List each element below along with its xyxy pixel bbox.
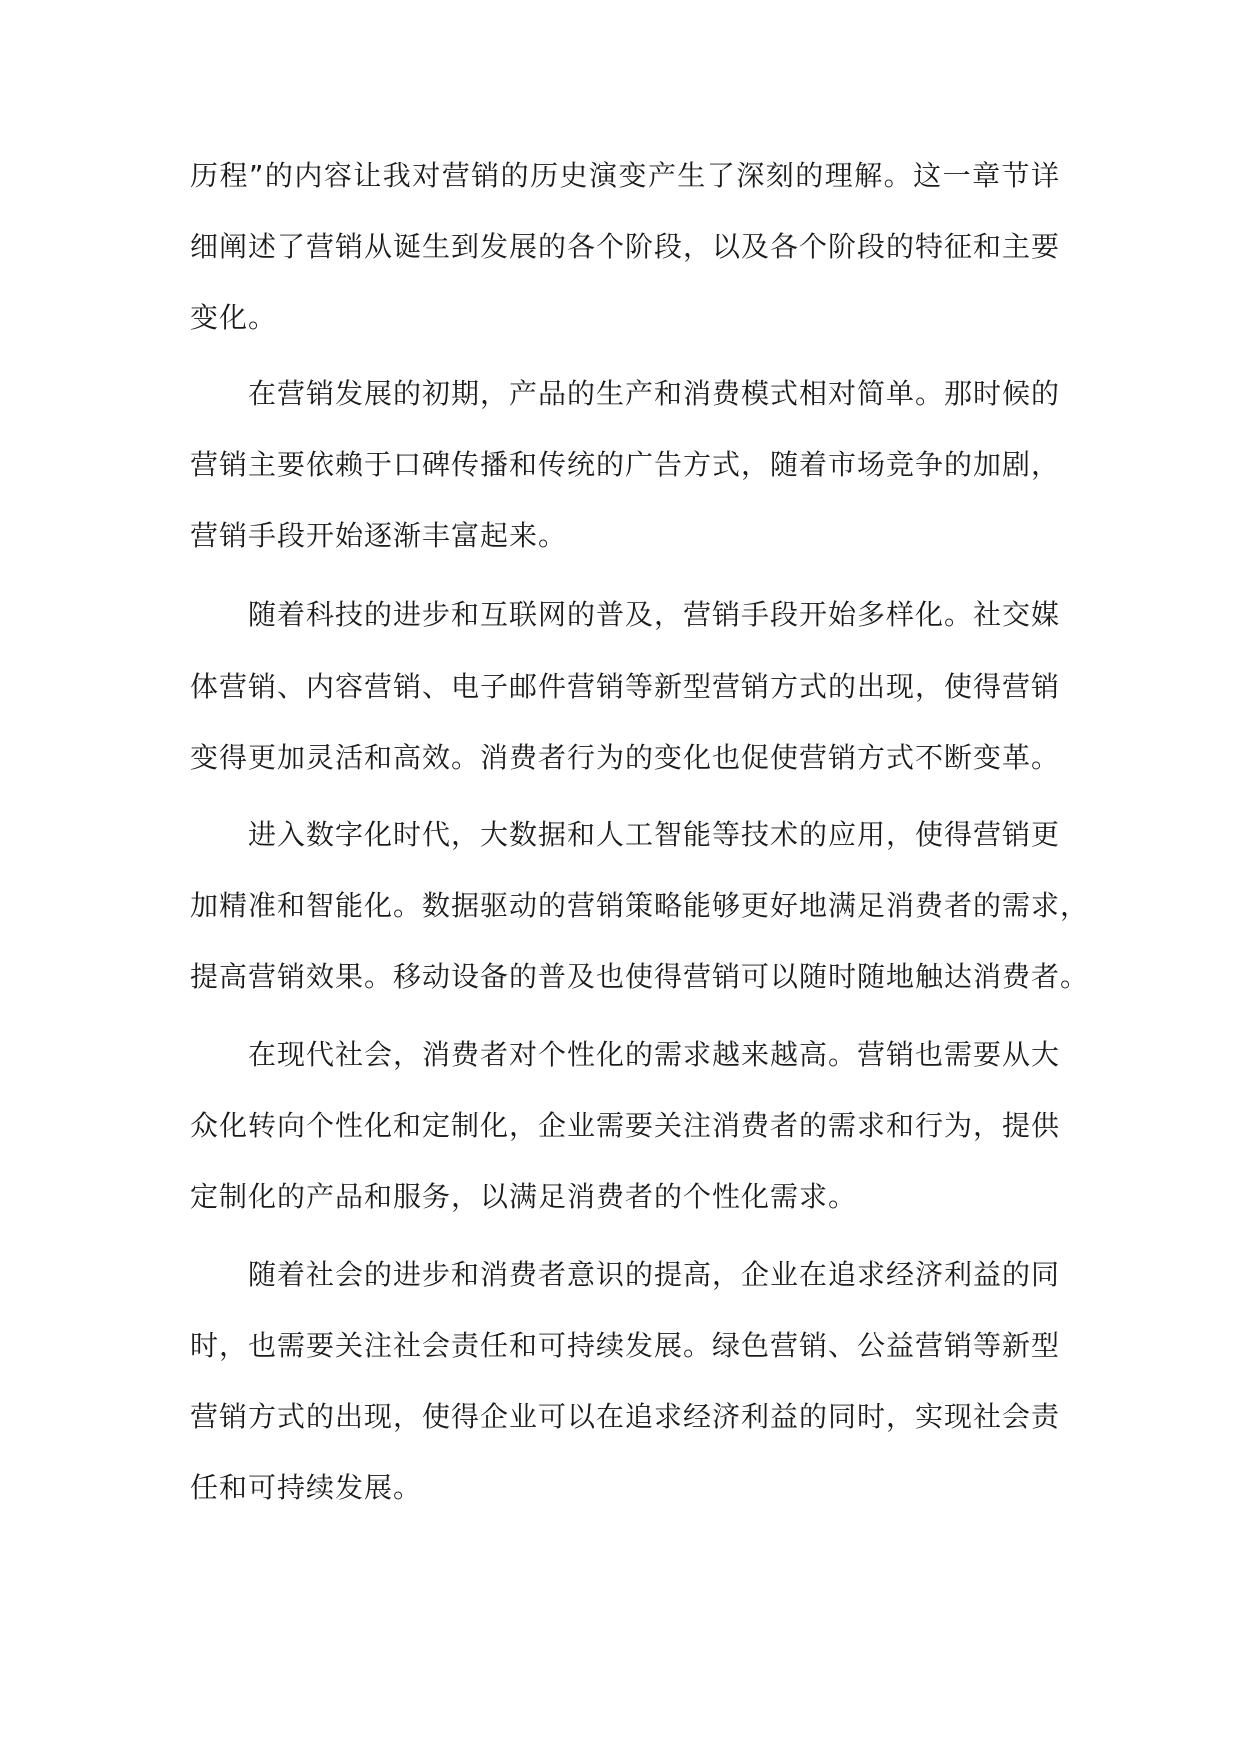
paragraph-1-line-1: 历程”的内容让我对营销的历史演变产生了深刻的理解。这一章节详 — [190, 159, 1060, 192]
paragraph-5-line-2: 众化转向个性化和定制化，企业需要关注消费者的需求和行为，提供 — [190, 1109, 1061, 1142]
paragraph-1-line-2: 细阐述了营销从诞生到发展的各个阶段，以及各个阶段的特征和主要 — [190, 230, 1061, 263]
paragraph-4-line-1: 进入数字化时代，大数据和人工智能等技术的应用，使得营销更 — [248, 818, 1061, 851]
paragraph-2-line-1: 在营销发展的初期，产品的生产和消费模式相对简单。那时候的 — [248, 377, 1061, 410]
paragraph-1-line-3: 变化。 — [190, 301, 278, 334]
paragraph-4-line-3: 提高营销效果。移动设备的普及也使得营销可以随时随地触达消费者。 — [190, 960, 1090, 993]
paragraph-3-line-1: 随着科技的进步和互联网的普及，营销手段开始多样化。社交媒 — [248, 598, 1061, 631]
paragraph-6-line-2: 时，也需要关注社会责任和可持续发展。绿色营销、公益营销等新型 — [190, 1329, 1061, 1362]
paragraph-6-line-4: 任和可持续发展。 — [190, 1471, 423, 1504]
paragraph-6-line-3: 营销方式的出现，使得企业可以在追求经济利益的同时，实现社会责 — [190, 1400, 1061, 1433]
paragraph-6-line-1: 随着社会的进步和消费者意识的提高，企业在追求经济利益的同 — [248, 1258, 1061, 1291]
paragraph-5-line-1: 在现代社会，消费者对个性化的需求越来越高。营销也需要从大 — [248, 1038, 1061, 1071]
paragraph-4-line-2: 加精准和智能化。数据驱动的营销策略能够更好地满足消费者的需求， — [190, 889, 1090, 922]
paragraph-3-line-3: 变得更加灵活和高效。消费者行为的变化也促使营销方式不断变革。 — [190, 741, 1061, 774]
paragraph-2-line-2: 营销主要依赖于口碑传播和传统的广告方式，随着市场竞争的加剧， — [190, 448, 1061, 481]
paragraph-3-line-2: 体营销、内容营销、电子邮件营销等新型营销方式的出现，使得营销 — [190, 670, 1061, 703]
paragraph-5-line-3: 定制化的产品和服务，以满足消费者的个性化需求。 — [190, 1180, 858, 1213]
paragraph-2-line-3: 营销手段开始逐渐丰富起来。 — [190, 519, 568, 552]
